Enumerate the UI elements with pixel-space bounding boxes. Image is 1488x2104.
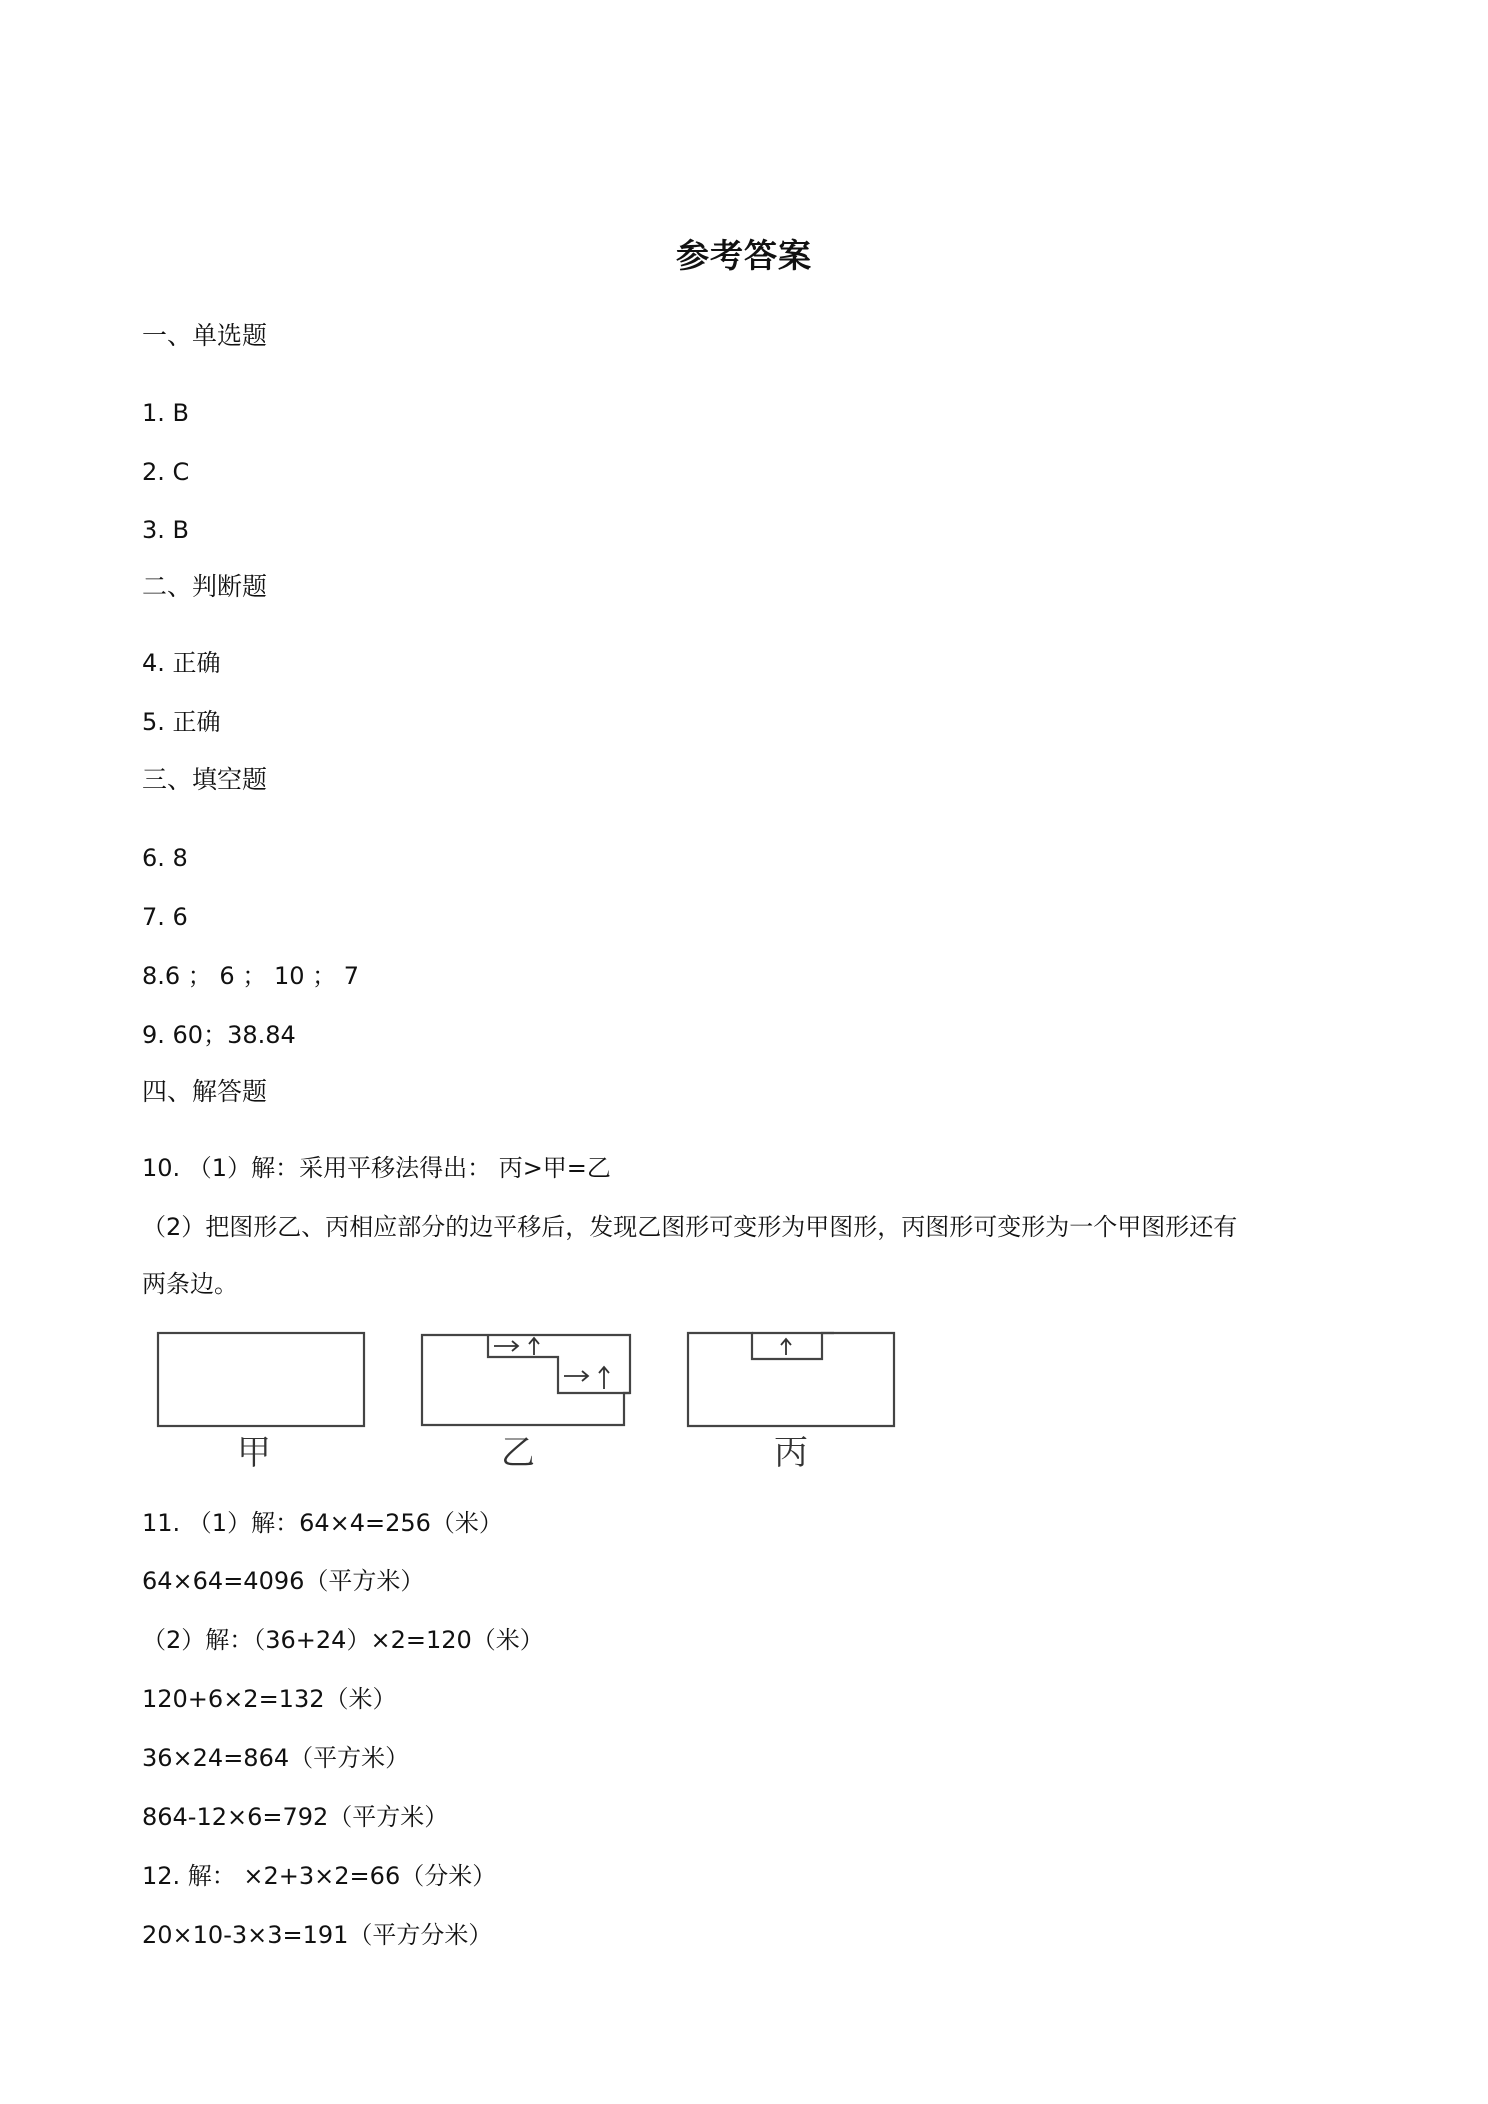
figure-label-bing: 丙 [774, 1433, 808, 1473]
answer-10-part-2: （2）把图形乙、丙相应部分的边平移后，发现乙图形可变形为甲图形，丙图形可变形为一个甲图形还有 [142, 1213, 1238, 1241]
answer-3: 3. B [142, 516, 189, 544]
figure-yi-outline [422, 1335, 630, 1425]
answer-11-line-4: 120+6×2=132（米） [142, 1685, 397, 1713]
answer-4: 4. 正确 [142, 649, 221, 677]
answer-11-part-2: （2）解：（36+24）×2=120（米） [142, 1626, 544, 1654]
answer-7: 7. 6 [142, 903, 188, 931]
answer-11-line-5: 36×24=864（平方米） [142, 1744, 410, 1772]
answer-11-line-2: 64×64=4096（平方米） [142, 1567, 425, 1595]
answer-12-line-2: 20×10-3×3=191（平方分米） [142, 1921, 493, 1949]
answer-9: 9. 60；38.84 [142, 1021, 296, 1049]
answer-10-part-2-cont: 两条边。 [142, 1270, 238, 1298]
up-arrow-icon [781, 1339, 791, 1355]
figure-label-jia: 甲 [237, 1433, 271, 1473]
answer-6: 6. 8 [142, 844, 188, 872]
right-arrow-icon [564, 1371, 588, 1381]
section-heading-fill-blank: 三、填空题 [142, 765, 268, 794]
figure-label-yi: 乙 [501, 1433, 535, 1473]
answer-1: 1. B [142, 399, 189, 427]
answer-12-line-1: 12. 解： ×2+3×2=66（分米） [142, 1862, 497, 1890]
figure-bing-outline [688, 1333, 894, 1426]
figure-yi-step [488, 1335, 630, 1393]
answer-10-part-1: 10. （1）解：采用平移法得出： 丙>甲=乙 [142, 1154, 611, 1182]
section-heading-solutions: 四、解答题 [142, 1077, 268, 1106]
answer-11-line-6: 864-12×6=792（平方米） [142, 1803, 449, 1831]
answer-2: 2. C [142, 458, 190, 486]
page-title: 参考答案 [676, 236, 812, 275]
up-arrow-icon [599, 1367, 609, 1389]
right-arrow-icon [494, 1341, 518, 1351]
answer-8: 8.6 ； 6 ； 10 ； 7 [142, 962, 360, 990]
section-heading-single-choice: 一、单选题 [142, 321, 268, 350]
answer-11-part-1: 11. （1）解：64×4=256（米） [142, 1509, 503, 1537]
figure-jia-rectangle [158, 1333, 364, 1426]
answer-5: 5. 正确 [142, 708, 221, 736]
up-arrow-icon [529, 1338, 539, 1355]
section-heading-true-false: 二、判断题 [142, 572, 268, 601]
